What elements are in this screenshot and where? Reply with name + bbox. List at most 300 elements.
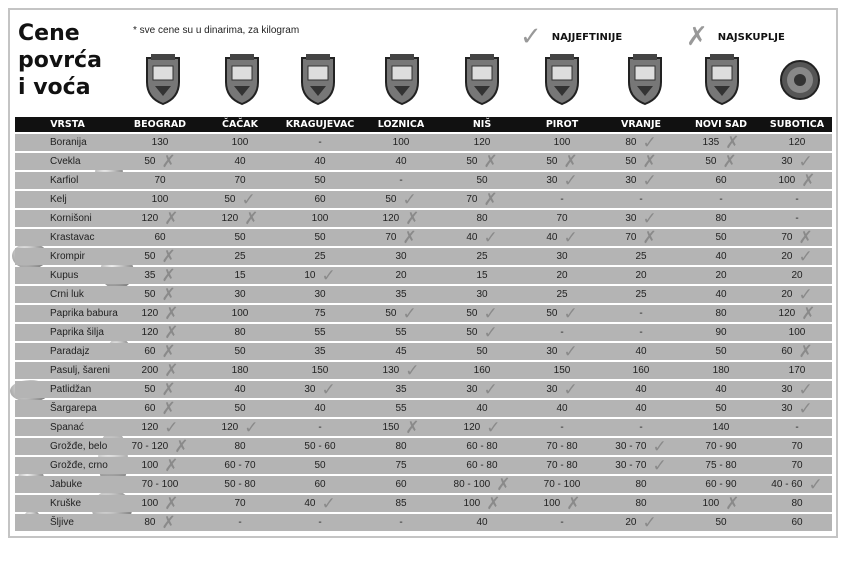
price-cell bbox=[522, 305, 602, 322]
price-cell bbox=[762, 248, 832, 265]
price-cell bbox=[442, 191, 522, 208]
price-value: 40 bbox=[234, 384, 246, 395]
coat-of-arms-icon bbox=[542, 52, 582, 106]
price-cell bbox=[762, 324, 832, 341]
check-icon: ✓ bbox=[642, 208, 657, 228]
check-icon: ✓ bbox=[483, 379, 498, 399]
units-note: * sve cene su u dinarima, za kilogram bbox=[133, 25, 300, 36]
legend-most-expensive bbox=[686, 22, 785, 52]
price-value: 25 bbox=[556, 289, 568, 300]
price-cell bbox=[602, 153, 680, 170]
price-value: 30 bbox=[466, 384, 478, 395]
price-value: 100 bbox=[311, 213, 329, 224]
price-cell bbox=[680, 248, 762, 265]
price-value: 20 bbox=[781, 251, 793, 262]
price-cell bbox=[762, 514, 832, 531]
legend-cheapest bbox=[520, 22, 622, 52]
price-cell bbox=[522, 286, 602, 303]
coat-of-arms-icon bbox=[298, 52, 338, 106]
price-cell bbox=[200, 153, 280, 170]
price-cell bbox=[120, 381, 200, 398]
check-icon: ✓ bbox=[483, 322, 498, 342]
price-cell bbox=[280, 495, 360, 512]
price-value: - bbox=[318, 517, 322, 528]
cross-icon: ✗ bbox=[164, 493, 179, 513]
price-cell bbox=[602, 457, 680, 474]
price-value: 50 bbox=[466, 156, 478, 167]
check-icon: ✓ bbox=[808, 474, 823, 494]
price-value: 60 bbox=[314, 194, 326, 205]
check-icon: ✓ bbox=[241, 189, 256, 209]
price-cell bbox=[200, 191, 280, 208]
price-value: 120 bbox=[382, 213, 400, 224]
price-cell bbox=[280, 476, 360, 493]
price-value: 20 bbox=[791, 270, 803, 281]
price-value: 50 bbox=[234, 232, 246, 243]
cross-icon: ✗ bbox=[483, 189, 498, 209]
price-value: 70 - 100 bbox=[543, 479, 581, 490]
price-value: - bbox=[318, 137, 322, 148]
price-cell bbox=[680, 362, 762, 379]
price-cell bbox=[200, 400, 280, 417]
cross-icon: ✗ bbox=[161, 246, 176, 266]
price-value: 70 bbox=[385, 232, 397, 243]
price-cell bbox=[680, 476, 762, 493]
price-cell bbox=[120, 495, 200, 512]
price-cell bbox=[120, 324, 200, 341]
table-row bbox=[15, 153, 832, 170]
price-cell bbox=[602, 210, 680, 227]
price-value: 200 bbox=[141, 365, 159, 376]
price-value: 50 bbox=[234, 403, 246, 414]
price-cell bbox=[360, 438, 442, 455]
price-cell bbox=[200, 134, 280, 151]
price-cell bbox=[442, 419, 522, 436]
price-value: 70 bbox=[234, 175, 246, 186]
price-cell bbox=[360, 286, 442, 303]
cross-icon: ✗ bbox=[566, 493, 581, 513]
price-cell bbox=[680, 134, 762, 151]
cross-icon: ✗ bbox=[161, 398, 176, 418]
price-cell bbox=[762, 305, 832, 322]
price-value: 40 bbox=[556, 403, 568, 414]
price-cell bbox=[602, 419, 680, 436]
price-cell bbox=[200, 305, 280, 322]
price-value: 120 bbox=[788, 137, 806, 148]
price-value: 40 bbox=[234, 156, 246, 167]
price-value: - bbox=[560, 422, 564, 433]
price-value: 20 bbox=[715, 270, 727, 281]
price-cell bbox=[762, 191, 832, 208]
price-cell bbox=[280, 191, 360, 208]
price-cell bbox=[680, 438, 762, 455]
price-value: 80 bbox=[625, 137, 637, 148]
price-value: 40 bbox=[635, 346, 647, 357]
price-cell bbox=[762, 134, 832, 151]
price-cell bbox=[120, 191, 200, 208]
price-cell bbox=[602, 438, 680, 455]
price-cell bbox=[120, 305, 200, 322]
table-row bbox=[15, 286, 832, 303]
price-value: 130 bbox=[151, 137, 169, 148]
price-cell bbox=[680, 495, 762, 512]
price-cell bbox=[602, 362, 680, 379]
column-header: NIŠ bbox=[472, 119, 492, 130]
price-cell bbox=[360, 305, 442, 322]
price-value: 50 bbox=[466, 308, 478, 319]
price-cell bbox=[522, 514, 602, 531]
coat-of-arms-icon bbox=[462, 52, 502, 106]
price-cell bbox=[442, 172, 522, 189]
table-row bbox=[15, 495, 832, 512]
price-cell bbox=[120, 286, 200, 303]
cross-icon: ✗ bbox=[164, 303, 179, 323]
price-cell bbox=[762, 267, 832, 284]
price-cell bbox=[200, 457, 280, 474]
price-cell bbox=[602, 305, 680, 322]
price-value: 40 bbox=[314, 403, 326, 414]
price-value: 30 bbox=[556, 251, 568, 262]
check-icon: ✓ bbox=[164, 417, 179, 437]
cross-icon: ✗ bbox=[642, 227, 657, 247]
price-value: 15 bbox=[234, 270, 246, 281]
column-header: PIROT bbox=[545, 119, 579, 130]
row-label: Pasulj, šareni bbox=[50, 365, 111, 376]
price-value: 120 bbox=[221, 213, 239, 224]
price-cell bbox=[120, 210, 200, 227]
price-cell bbox=[120, 248, 200, 265]
cross-icon: ✗ bbox=[174, 436, 189, 456]
price-value: 60 - 80 bbox=[466, 441, 498, 452]
price-value: 30 bbox=[546, 384, 558, 395]
price-cell bbox=[360, 172, 442, 189]
price-value: 60 bbox=[715, 175, 727, 186]
price-value: 20 bbox=[635, 270, 647, 281]
price-value: 40 bbox=[546, 232, 558, 243]
check-icon: ✓ bbox=[402, 303, 417, 323]
price-cell bbox=[200, 248, 280, 265]
price-value: - bbox=[639, 422, 643, 433]
table-row bbox=[15, 419, 832, 436]
price-value: 140 bbox=[712, 422, 730, 433]
price-value: 30 bbox=[625, 213, 637, 224]
price-cell bbox=[522, 419, 602, 436]
price-value: 135 bbox=[702, 137, 720, 148]
price-cell bbox=[442, 210, 522, 227]
cross-icon: ✗ bbox=[405, 417, 420, 437]
price-cell bbox=[762, 495, 832, 512]
cross-icon: ✗ bbox=[164, 360, 179, 380]
price-value: 70 bbox=[625, 232, 637, 243]
price-cell bbox=[280, 362, 360, 379]
table-row bbox=[15, 343, 832, 360]
price-value: 60 bbox=[781, 346, 793, 357]
title-line: Cene bbox=[18, 21, 80, 46]
price-cell bbox=[680, 305, 762, 322]
price-value: 80 bbox=[234, 441, 246, 452]
price-value: 30 bbox=[546, 175, 558, 186]
price-value: 55 bbox=[314, 327, 326, 338]
price-value: - bbox=[318, 422, 322, 433]
price-cell bbox=[442, 305, 522, 322]
price-cell bbox=[762, 362, 832, 379]
title-line: povrća bbox=[18, 48, 102, 73]
price-cell bbox=[762, 286, 832, 303]
price-cell bbox=[442, 248, 522, 265]
price-cell bbox=[280, 305, 360, 322]
row-label: Jabuke bbox=[50, 479, 83, 490]
price-cell bbox=[522, 400, 602, 417]
price-value: 40 bbox=[635, 384, 647, 395]
check-icon: ✓ bbox=[321, 379, 336, 399]
price-value: 50 bbox=[144, 384, 156, 395]
price-cell bbox=[360, 324, 442, 341]
price-value: 70 bbox=[791, 441, 803, 452]
price-cell bbox=[360, 343, 442, 360]
price-cell bbox=[280, 343, 360, 360]
price-value: 35 bbox=[144, 270, 156, 281]
price-value: 180 bbox=[712, 365, 730, 376]
price-value: 120 bbox=[141, 327, 159, 338]
price-value: 50 - 60 bbox=[304, 441, 336, 452]
price-value: 45 bbox=[395, 346, 407, 357]
price-value: 90 bbox=[715, 327, 727, 338]
price-value: 80 bbox=[476, 213, 488, 224]
row-label: Kelj bbox=[50, 194, 67, 205]
row-label: Grožđe, belo bbox=[50, 441, 108, 452]
price-cell bbox=[200, 495, 280, 512]
cross-icon: ✗ bbox=[244, 208, 259, 228]
cross-icon: ✗ bbox=[798, 341, 813, 361]
price-cell bbox=[120, 457, 200, 474]
cross-icon: ✗ bbox=[725, 493, 740, 513]
row-label: Paradajz bbox=[50, 346, 90, 357]
row-label: Cvekla bbox=[50, 156, 81, 167]
price-cell bbox=[360, 419, 442, 436]
price-value: 40 bbox=[715, 384, 727, 395]
price-value: 40 bbox=[395, 156, 407, 167]
price-cell bbox=[522, 229, 602, 246]
table-row bbox=[15, 400, 832, 417]
cross-icon: ✗ bbox=[161, 341, 176, 361]
table-row bbox=[15, 172, 832, 189]
price-value: - bbox=[399, 175, 403, 186]
price-value: 20 bbox=[556, 270, 568, 281]
price-value: 50 bbox=[234, 346, 246, 357]
cross-icon: ✗ bbox=[801, 170, 816, 190]
price-value: 70 bbox=[791, 460, 803, 471]
price-cell bbox=[280, 134, 360, 151]
price-cell bbox=[680, 381, 762, 398]
price-value: 50 bbox=[314, 232, 326, 243]
price-cell bbox=[442, 153, 522, 170]
price-cell bbox=[522, 191, 602, 208]
price-cell bbox=[200, 343, 280, 360]
price-cell bbox=[442, 495, 522, 512]
price-value: 100 bbox=[141, 460, 159, 471]
price-value: 180 bbox=[231, 365, 249, 376]
price-value: 40 bbox=[314, 156, 326, 167]
cross-icon: ✗ bbox=[161, 379, 176, 399]
price-cell bbox=[522, 343, 602, 360]
price-cell bbox=[360, 248, 442, 265]
price-cell bbox=[442, 324, 522, 341]
price-value: 100 bbox=[151, 194, 169, 205]
price-value: 30 bbox=[395, 251, 407, 262]
column-header: ČAČAK bbox=[221, 119, 258, 130]
price-value: - bbox=[560, 517, 564, 528]
row-label: Krastavac bbox=[50, 232, 95, 243]
price-cell bbox=[442, 229, 522, 246]
price-cell bbox=[200, 381, 280, 398]
price-value: 40 bbox=[476, 517, 488, 528]
table-row bbox=[15, 476, 832, 493]
price-cell bbox=[522, 153, 602, 170]
cross-icon: ✗ bbox=[563, 151, 578, 171]
coat-of-arms-icon bbox=[702, 52, 742, 106]
price-value: 70 - 80 bbox=[546, 460, 578, 471]
price-value: 50 bbox=[715, 232, 727, 243]
price-cell bbox=[602, 343, 680, 360]
price-cell bbox=[680, 229, 762, 246]
price-value: 35 bbox=[395, 289, 407, 300]
price-value: 40 bbox=[476, 403, 488, 414]
price-value: 70 bbox=[781, 232, 793, 243]
price-cell bbox=[360, 495, 442, 512]
table-row bbox=[15, 324, 832, 341]
price-value: 30 - 70 bbox=[615, 460, 647, 471]
price-cell bbox=[200, 286, 280, 303]
row-label: Boranija bbox=[50, 137, 87, 148]
price-cell bbox=[442, 134, 522, 151]
price-value: 40 bbox=[715, 289, 727, 300]
cross-icon: ✗ bbox=[483, 151, 498, 171]
cross-icon: ✗ bbox=[722, 151, 737, 171]
check-icon: ✓ bbox=[642, 512, 657, 532]
price-value: - bbox=[399, 517, 403, 528]
column-header: SUBOTICA bbox=[769, 119, 825, 130]
row-label: Grožđe, crno bbox=[50, 460, 108, 471]
price-value: 120 bbox=[473, 137, 491, 148]
cross-icon: ✗ bbox=[164, 455, 179, 475]
price-value: 80 - 100 bbox=[453, 479, 491, 490]
check-icon: ✓ bbox=[520, 22, 542, 52]
price-value: 80 bbox=[144, 517, 156, 528]
table-row bbox=[15, 134, 832, 151]
price-cell bbox=[360, 457, 442, 474]
price-cell bbox=[680, 343, 762, 360]
price-cell bbox=[522, 172, 602, 189]
price-cell bbox=[680, 457, 762, 474]
price-value: 120 bbox=[141, 308, 159, 319]
price-cell bbox=[602, 172, 680, 189]
price-value: 150 bbox=[382, 422, 400, 433]
price-value: 85 bbox=[395, 498, 407, 509]
price-cell bbox=[602, 248, 680, 265]
price-value: 100 bbox=[543, 498, 561, 509]
price-cell bbox=[602, 324, 680, 341]
check-icon: ✓ bbox=[798, 398, 813, 418]
price-cell bbox=[200, 267, 280, 284]
legend-expensive-label: NAJSKUPLJE bbox=[717, 31, 785, 43]
price-cell bbox=[522, 267, 602, 284]
price-value: 20 bbox=[395, 270, 407, 281]
price-value: 50 bbox=[715, 346, 727, 357]
price-value: 50 bbox=[144, 251, 156, 262]
price-value: 50 bbox=[476, 346, 488, 357]
check-icon: ✓ bbox=[405, 360, 420, 380]
check-icon: ✓ bbox=[486, 417, 501, 437]
price-value: 30 bbox=[314, 289, 326, 300]
price-value: 80 bbox=[635, 498, 647, 509]
price-value: 120 bbox=[463, 422, 481, 433]
check-icon: ✓ bbox=[244, 417, 259, 437]
price-value: 80 bbox=[635, 479, 647, 490]
price-cell bbox=[762, 343, 832, 360]
price-cell bbox=[280, 324, 360, 341]
price-cell bbox=[200, 419, 280, 436]
row-label: Krompir bbox=[50, 251, 86, 262]
column-header: VRANJE bbox=[621, 119, 661, 130]
price-cell bbox=[360, 153, 442, 170]
price-value: 25 bbox=[635, 251, 647, 262]
price-value: 60 bbox=[144, 346, 156, 357]
price-value: 70 - 90 bbox=[705, 441, 737, 452]
price-value: 70 - 120 bbox=[131, 441, 169, 452]
table-row bbox=[15, 381, 832, 398]
check-icon: ✓ bbox=[798, 151, 813, 171]
column-header: KRAGUJEVAC bbox=[285, 119, 355, 130]
table-row bbox=[15, 191, 832, 208]
price-value: 50 bbox=[385, 194, 397, 205]
price-cell bbox=[120, 362, 200, 379]
price-value: 30 bbox=[476, 289, 488, 300]
table-row bbox=[15, 457, 832, 474]
price-value: 40 bbox=[635, 403, 647, 414]
cross-icon: ✗ bbox=[801, 303, 816, 323]
price-cell bbox=[602, 286, 680, 303]
price-value: 120 bbox=[778, 308, 796, 319]
price-cell bbox=[442, 286, 522, 303]
price-cell bbox=[360, 191, 442, 208]
price-value: 50 bbox=[466, 327, 478, 338]
table-row bbox=[15, 229, 832, 246]
price-value: 30 bbox=[546, 346, 558, 357]
row-label: Paprika babura bbox=[50, 308, 118, 319]
price-value: 25 bbox=[635, 289, 647, 300]
row-label: Kornišoni bbox=[50, 213, 92, 224]
price-value: 100 bbox=[463, 498, 481, 509]
price-cell bbox=[680, 153, 762, 170]
price-value: 50 bbox=[715, 517, 727, 528]
price-value: 120 bbox=[141, 422, 159, 433]
price-cell bbox=[200, 438, 280, 455]
price-cell bbox=[120, 514, 200, 531]
price-cell bbox=[680, 419, 762, 436]
price-cell bbox=[602, 267, 680, 284]
row-label: Šargarepa bbox=[50, 403, 97, 414]
price-cell bbox=[680, 514, 762, 531]
row-label: Kruške bbox=[50, 498, 82, 509]
price-value: 30 bbox=[781, 403, 793, 414]
price-value: 30 bbox=[781, 384, 793, 395]
cross-icon: ✗ bbox=[161, 151, 176, 171]
price-cell bbox=[762, 210, 832, 227]
price-cell bbox=[120, 134, 200, 151]
check-icon: ✓ bbox=[483, 227, 498, 247]
price-value: 60 bbox=[395, 479, 407, 490]
price-cell bbox=[762, 172, 832, 189]
